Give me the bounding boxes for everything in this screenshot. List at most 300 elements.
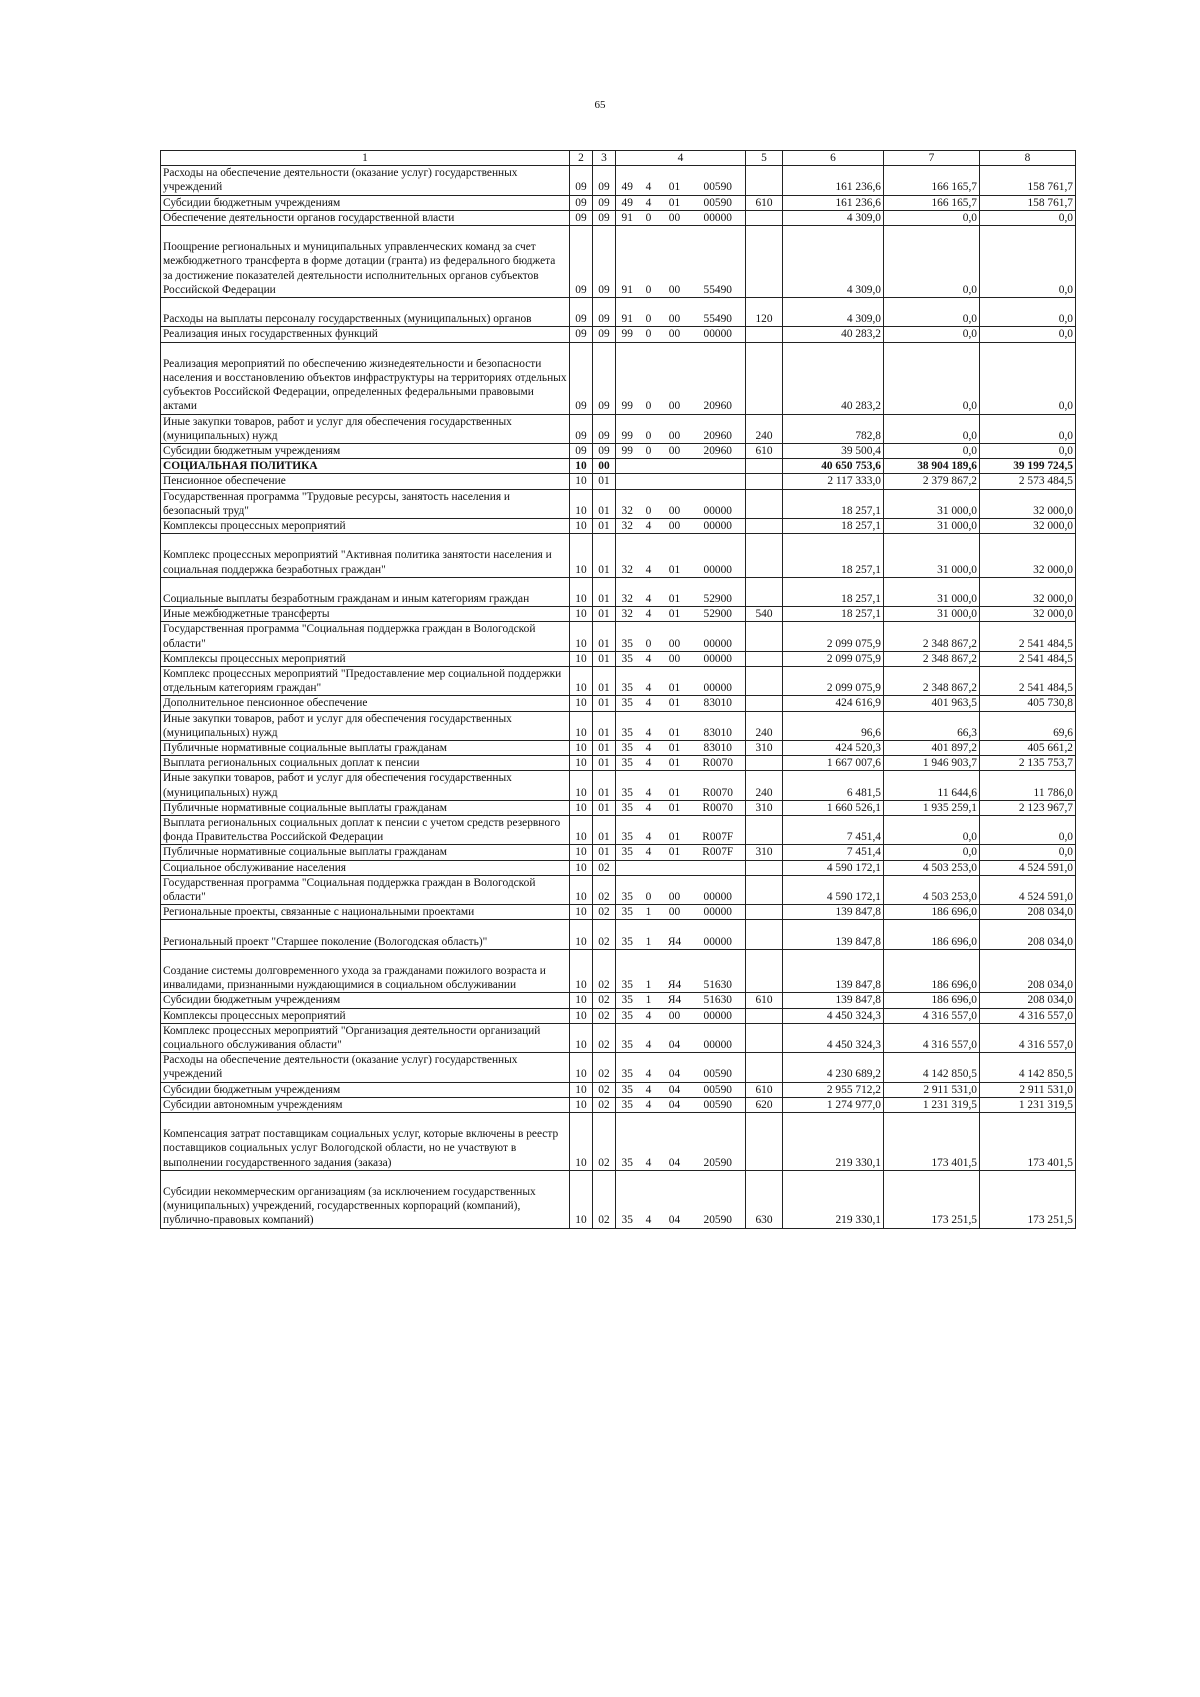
row-subprogram-code: 1 <box>639 949 659 993</box>
row-value-col7: 1 935 259,1 <box>884 800 980 815</box>
row-program-code: 32 <box>616 489 639 518</box>
row-section-code: 10 <box>570 459 593 474</box>
row-expense-type: 240 <box>746 414 783 443</box>
row-section-code: 10 <box>570 741 593 756</box>
row-program-code: 32 <box>616 607 639 622</box>
row-section-code: 10 <box>570 771 593 800</box>
row-value-col8: 2 541 484,5 <box>980 667 1076 696</box>
row-expense-type: 310 <box>746 800 783 815</box>
row-subsection-code: 01 <box>593 696 616 711</box>
row-subsection-code: 02 <box>593 860 616 875</box>
row-value-col7: 4 503 253,0 <box>884 860 980 875</box>
row-expense-type <box>746 489 783 518</box>
table-row <box>161 459 1076 474</box>
row-section-code: 10 <box>570 1023 593 1052</box>
row-subprogram-code: 4 <box>639 519 659 534</box>
row-program-code: 49 <box>616 166 639 195</box>
row-event-code <box>659 474 691 489</box>
row-name: Публичные нормативные социальные выплаты гражданам <box>161 800 570 815</box>
row-value-col8: 4 524 591,0 <box>980 860 1076 875</box>
row-value-col7: 166 165,7 <box>884 195 980 210</box>
row-name: Комплексы процессных мероприятий <box>161 651 570 666</box>
row-event-code: 00 <box>659 875 691 904</box>
table-row <box>161 816 1076 845</box>
row-name: Поощрение региональных и муниципальных управленческих команд за счет межбюджетного трансферта в форме дотации (гранта) из федерального бюджета за достижение показателей деятельности исполнительных органов субъектов Российской Федерации <box>161 226 570 298</box>
header-col-7: 7 <box>884 151 980 166</box>
row-value-col6: 40 283,2 <box>783 327 884 342</box>
row-expense-type: 630 <box>746 1170 783 1228</box>
row-section-code: 10 <box>570 860 593 875</box>
row-value-col6: 2 955 712,2 <box>783 1082 884 1097</box>
row-direction-code: 00590 <box>691 195 746 210</box>
row-value-col6: 1 667 007,6 <box>783 756 884 771</box>
row-subprogram-code: 4 <box>639 607 659 622</box>
row-direction-code: 20960 <box>691 444 746 459</box>
row-subprogram-code: 0 <box>639 298 659 327</box>
row-section-code: 10 <box>570 875 593 904</box>
row-expense-type <box>746 210 783 225</box>
row-value-col7: 31 000,0 <box>884 489 980 518</box>
row-value-col8: 158 761,7 <box>980 195 1076 210</box>
row-section-code: 10 <box>570 920 593 949</box>
row-name: Расходы на выплаты персоналу государственных (муниципальных) органов <box>161 298 570 327</box>
row-value-col6: 1 660 526,1 <box>783 800 884 815</box>
row-expense-type <box>746 920 783 949</box>
row-name: Субсидии бюджетным учреждениям <box>161 195 570 210</box>
row-event-code: 01 <box>659 771 691 800</box>
row-value-col6: 161 236,6 <box>783 195 884 210</box>
row-value-col7: 38 904 189,6 <box>884 459 980 474</box>
row-program-code: 99 <box>616 444 639 459</box>
table-row <box>161 1008 1076 1023</box>
row-name: Иные закупки товаров, работ и услуг для обеспечения государственных (муниципальных) нужд <box>161 771 570 800</box>
header-col-6: 6 <box>783 151 884 166</box>
row-section-code: 10 <box>570 1053 593 1082</box>
row-program-code: 99 <box>616 327 639 342</box>
row-subsection-code: 01 <box>593 519 616 534</box>
row-event-code: 01 <box>659 696 691 711</box>
row-name: Расходы на обеспечение деятельности (оказание услуг) государственных учреждений <box>161 166 570 195</box>
row-value-col6: 6 481,5 <box>783 771 884 800</box>
row-program-code: 35 <box>616 993 639 1008</box>
row-event-code: 04 <box>659 1082 691 1097</box>
row-subsection-code: 01 <box>593 534 616 578</box>
row-value-col6: 2 099 075,9 <box>783 622 884 651</box>
row-value-col8: 0,0 <box>980 816 1076 845</box>
row-section-code: 10 <box>570 622 593 651</box>
row-direction-code: 83010 <box>691 696 746 711</box>
row-event-code: 04 <box>659 1113 691 1171</box>
row-event-code: 01 <box>659 756 691 771</box>
row-subprogram-code: 4 <box>639 800 659 815</box>
row-value-col7: 4 503 253,0 <box>884 875 980 904</box>
row-direction-code: 20590 <box>691 1113 746 1171</box>
row-subsection-code: 02 <box>593 875 616 904</box>
row-event-code: 01 <box>659 195 691 210</box>
row-value-col8: 39 199 724,5 <box>980 459 1076 474</box>
row-expense-type: 310 <box>746 845 783 860</box>
table-row <box>161 226 1076 298</box>
row-event-code: 01 <box>659 166 691 195</box>
row-name: Дополнительное пенсионное обеспечение <box>161 696 570 711</box>
row-subsection-code: 09 <box>593 342 616 414</box>
row-direction-code: 00000 <box>691 1008 746 1023</box>
row-name: Социальное обслуживание населения <box>161 860 570 875</box>
row-direction-code <box>691 459 746 474</box>
row-program-code: 91 <box>616 298 639 327</box>
row-event-code: 01 <box>659 816 691 845</box>
row-expense-type: 240 <box>746 771 783 800</box>
row-value-col8: 405 661,2 <box>980 741 1076 756</box>
row-subsection-code: 09 <box>593 226 616 298</box>
row-direction-code: 20960 <box>691 342 746 414</box>
row-value-col8: 2 135 753,7 <box>980 756 1076 771</box>
row-value-col7: 2 911 531,0 <box>884 1082 980 1097</box>
row-section-code: 10 <box>570 845 593 860</box>
row-value-col7: 0,0 <box>884 845 980 860</box>
row-value-col8: 0,0 <box>980 845 1076 860</box>
row-value-col7: 186 696,0 <box>884 905 980 920</box>
row-subprogram-code: 4 <box>639 651 659 666</box>
row-subsection-code: 00 <box>593 459 616 474</box>
row-program-code: 35 <box>616 845 639 860</box>
row-section-code: 09 <box>570 327 593 342</box>
page-number: 65 <box>594 99 606 111</box>
row-value-col6: 2 117 333,0 <box>783 474 884 489</box>
row-program-code: 49 <box>616 195 639 210</box>
row-subprogram-code <box>639 459 659 474</box>
table-row <box>161 651 1076 666</box>
row-program-code: 35 <box>616 1113 639 1171</box>
row-direction-code: 00000 <box>691 622 746 651</box>
row-expense-type <box>746 949 783 993</box>
row-value-col6: 2 099 075,9 <box>783 667 884 696</box>
row-value-col7: 0,0 <box>884 298 980 327</box>
row-event-code: Я4 <box>659 920 691 949</box>
row-program-code: 35 <box>616 667 639 696</box>
row-value-col7: 0,0 <box>884 226 980 298</box>
row-section-code: 09 <box>570 166 593 195</box>
row-subsection-code: 02 <box>593 993 616 1008</box>
row-name: Субсидии бюджетным учреждениям <box>161 444 570 459</box>
row-expense-type: 310 <box>746 741 783 756</box>
row-expense-type <box>746 651 783 666</box>
row-program-code: 35 <box>616 1170 639 1228</box>
row-direction-code: 00590 <box>691 1082 746 1097</box>
row-direction-code: 00000 <box>691 519 746 534</box>
row-program-code: 35 <box>616 756 639 771</box>
row-program-code: 35 <box>616 1082 639 1097</box>
header-col-3: 3 <box>593 151 616 166</box>
row-value-col8: 0,0 <box>980 327 1076 342</box>
row-subsection-code: 02 <box>593 1113 616 1171</box>
row-direction-code: R007F <box>691 845 746 860</box>
row-event-code: Я4 <box>659 993 691 1008</box>
row-value-col8: 32 000,0 <box>980 534 1076 578</box>
row-value-col8: 173 251,5 <box>980 1170 1076 1228</box>
row-direction-code: 00000 <box>691 534 746 578</box>
row-value-col8: 32 000,0 <box>980 489 1076 518</box>
row-value-col8: 32 000,0 <box>980 577 1076 606</box>
row-name: Комплекс процессных мероприятий "Организация деятельности организаций социального обслуживания области" <box>161 1023 570 1052</box>
row-subsection-code: 09 <box>593 166 616 195</box>
row-value-col7: 31 000,0 <box>884 519 980 534</box>
row-subprogram-code: 4 <box>639 1023 659 1052</box>
row-subsection-code: 09 <box>593 195 616 210</box>
row-value-col7: 401 963,5 <box>884 696 980 711</box>
row-expense-type <box>746 342 783 414</box>
row-section-code: 09 <box>570 444 593 459</box>
row-direction-code: 55490 <box>691 298 746 327</box>
row-value-col7: 0,0 <box>884 327 980 342</box>
row-program-code: 35 <box>616 696 639 711</box>
row-value-col7: 401 897,2 <box>884 741 980 756</box>
row-subprogram-code: 4 <box>639 1113 659 1171</box>
row-value-col6: 4 309,0 <box>783 298 884 327</box>
row-name: Реализация мероприятий по обеспечению жизнедеятельности и безопасности населения и восстановлению объектов инфраструктуры на территориях отдельных субъектов Российской Федерации, определенных федеральными правовыми актами <box>161 342 570 414</box>
row-direction-code: 55490 <box>691 226 746 298</box>
row-subsection-code: 01 <box>593 474 616 489</box>
row-name: Субсидии некоммерческим организациям (за исключением государственных (муниципальных) учреждений, государственных корпораций (компаний), публично-правовых компаний) <box>161 1170 570 1228</box>
row-expense-type <box>746 756 783 771</box>
row-name: Субсидии бюджетным учреждениям <box>161 1082 570 1097</box>
row-name: Создание системы долговременного ухода за гражданами пожилого возраста и инвалидами, признанными нуждающимися в социальном обслуживании <box>161 949 570 993</box>
row-event-code: 01 <box>659 800 691 815</box>
row-value-col6: 2 099 075,9 <box>783 651 884 666</box>
row-subsection-code: 01 <box>593 607 616 622</box>
row-expense-type <box>746 577 783 606</box>
row-value-col7: 186 696,0 <box>884 993 980 1008</box>
row-expense-type: 620 <box>746 1097 783 1112</box>
row-value-col6: 139 847,8 <box>783 920 884 949</box>
row-section-code: 09 <box>570 210 593 225</box>
row-value-col7: 173 401,5 <box>884 1113 980 1171</box>
row-value-col6: 40 650 753,6 <box>783 459 884 474</box>
row-expense-type: 610 <box>746 1082 783 1097</box>
row-subsection-code: 02 <box>593 1170 616 1228</box>
row-value-col6: 18 257,1 <box>783 534 884 578</box>
row-value-col7: 2 348 867,2 <box>884 651 980 666</box>
row-program-code: 35 <box>616 1023 639 1052</box>
row-value-col7: 0,0 <box>884 444 980 459</box>
row-direction-code: 51630 <box>691 949 746 993</box>
row-expense-type <box>746 226 783 298</box>
row-value-col7: 1 946 903,7 <box>884 756 980 771</box>
row-subsection-code: 01 <box>593 816 616 845</box>
row-program-code: 35 <box>616 711 639 740</box>
row-name: Публичные нормативные социальные выплаты гражданам <box>161 741 570 756</box>
row-name: Выплата региональных социальных доплат к пенсии с учетом средств резервного фонда Правительства Российской Федерации <box>161 816 570 845</box>
row-value-col8: 32 000,0 <box>980 519 1076 534</box>
row-event-code: 00 <box>659 622 691 651</box>
row-subprogram-code: 0 <box>639 489 659 518</box>
row-section-code: 10 <box>570 519 593 534</box>
row-section-code: 10 <box>570 607 593 622</box>
row-value-col6: 7 451,4 <box>783 845 884 860</box>
row-subprogram-code: 0 <box>639 414 659 443</box>
table-row <box>161 1170 1076 1228</box>
row-subsection-code: 02 <box>593 949 616 993</box>
row-subsection-code: 02 <box>593 1023 616 1052</box>
row-value-col8: 2 541 484,5 <box>980 622 1076 651</box>
row-subprogram-code: 4 <box>639 771 659 800</box>
row-subprogram-code: 4 <box>639 577 659 606</box>
row-value-col6: 139 847,8 <box>783 949 884 993</box>
row-direction-code: 00590 <box>691 1097 746 1112</box>
row-expense-type <box>746 459 783 474</box>
row-expense-type <box>746 534 783 578</box>
row-value-col8: 0,0 <box>980 226 1076 298</box>
row-expense-type <box>746 622 783 651</box>
row-value-col8: 4 316 557,0 <box>980 1008 1076 1023</box>
row-subprogram-code: 1 <box>639 920 659 949</box>
row-value-col7: 11 644,6 <box>884 771 980 800</box>
row-name: Реализация иных государственных функций <box>161 327 570 342</box>
row-direction-code: 00000 <box>691 905 746 920</box>
row-direction-code: 52900 <box>691 577 746 606</box>
row-value-col8: 0,0 <box>980 210 1076 225</box>
row-value-col7: 31 000,0 <box>884 607 980 622</box>
table-row <box>161 800 1076 815</box>
row-subprogram-code: 4 <box>639 1082 659 1097</box>
row-event-code <box>659 860 691 875</box>
row-name: Государственная программа "Социальная поддержка граждан в Вологодской области" <box>161 622 570 651</box>
header-col-5: 5 <box>746 151 783 166</box>
table-row <box>161 741 1076 756</box>
row-value-col7: 173 251,5 <box>884 1170 980 1228</box>
row-value-col8: 208 034,0 <box>980 920 1076 949</box>
row-value-col6: 96,6 <box>783 711 884 740</box>
row-subprogram-code: 4 <box>639 756 659 771</box>
row-expense-type: 240 <box>746 711 783 740</box>
row-expense-type <box>746 905 783 920</box>
table-row <box>161 210 1076 225</box>
row-value-col8: 0,0 <box>980 298 1076 327</box>
row-subsection-code: 01 <box>593 577 616 606</box>
row-event-code: 00 <box>659 1008 691 1023</box>
row-event-code <box>659 459 691 474</box>
table-row <box>161 860 1076 875</box>
row-direction-code <box>691 860 746 875</box>
row-value-col7: 0,0 <box>884 342 980 414</box>
row-event-code: 00 <box>659 651 691 666</box>
row-event-code: Я4 <box>659 949 691 993</box>
row-program-code <box>616 860 639 875</box>
row-name: Региональный проект "Старшее поколение (Вологодская область)" <box>161 920 570 949</box>
row-value-col7: 186 696,0 <box>884 949 980 993</box>
row-value-col8: 405 730,8 <box>980 696 1076 711</box>
row-value-col8: 0,0 <box>980 342 1076 414</box>
row-value-col7: 31 000,0 <box>884 577 980 606</box>
table-row <box>161 607 1076 622</box>
row-name: Комплекс процессных мероприятий "Активная политика занятости населения и социальная поддержка безработных граждан" <box>161 534 570 578</box>
row-event-code: 00 <box>659 226 691 298</box>
row-name: Пенсионное обеспечение <box>161 474 570 489</box>
row-section-code: 09 <box>570 195 593 210</box>
row-value-col7: 0,0 <box>884 414 980 443</box>
row-program-code <box>616 474 639 489</box>
row-event-code: 00 <box>659 905 691 920</box>
row-event-code: 00 <box>659 327 691 342</box>
table-row <box>161 696 1076 711</box>
row-value-col6: 18 257,1 <box>783 489 884 518</box>
row-subsection-code: 01 <box>593 800 616 815</box>
row-value-col8: 2 541 484,5 <box>980 651 1076 666</box>
table-row <box>161 519 1076 534</box>
row-subprogram-code: 0 <box>639 327 659 342</box>
table-row <box>161 342 1076 414</box>
row-event-code: 01 <box>659 845 691 860</box>
row-expense-type: 610 <box>746 195 783 210</box>
row-value-col7: 4 142 850,5 <box>884 1053 980 1082</box>
row-value-col6: 4 590 172,1 <box>783 860 884 875</box>
table-row <box>161 622 1076 651</box>
row-program-code: 35 <box>616 920 639 949</box>
row-subprogram-code: 0 <box>639 342 659 414</box>
row-expense-type <box>746 1053 783 1082</box>
row-section-code: 10 <box>570 756 593 771</box>
row-expense-type <box>746 1008 783 1023</box>
row-subprogram-code: 4 <box>639 667 659 696</box>
row-value-col7: 2 348 867,2 <box>884 667 980 696</box>
table-row <box>161 1082 1076 1097</box>
row-subprogram-code: 4 <box>639 1053 659 1082</box>
row-expense-type <box>746 1113 783 1171</box>
row-value-col6: 782,8 <box>783 414 884 443</box>
row-direction-code: 83010 <box>691 711 746 740</box>
row-name: Расходы на обеспечение деятельности (оказание услуг) государственных учреждений <box>161 1053 570 1082</box>
row-section-code: 10 <box>570 696 593 711</box>
row-expense-type <box>746 166 783 195</box>
row-program-code <box>616 459 639 474</box>
row-event-code: 01 <box>659 534 691 578</box>
row-event-code: 01 <box>659 711 691 740</box>
row-event-code: 04 <box>659 1170 691 1228</box>
row-expense-type: 610 <box>746 993 783 1008</box>
row-event-code: 04 <box>659 1097 691 1112</box>
row-event-code: 00 <box>659 414 691 443</box>
row-section-code: 10 <box>570 1170 593 1228</box>
row-value-col8: 2 911 531,0 <box>980 1082 1076 1097</box>
row-direction-code: 00000 <box>691 651 746 666</box>
header-col-8: 8 <box>980 151 1076 166</box>
row-direction-code: 00590 <box>691 1053 746 1082</box>
table-row <box>161 1023 1076 1052</box>
row-program-code: 35 <box>616 1053 639 1082</box>
row-program-code: 35 <box>616 800 639 815</box>
row-subprogram-code: 4 <box>639 741 659 756</box>
row-expense-type <box>746 875 783 904</box>
row-section-code: 10 <box>570 1097 593 1112</box>
row-value-col8: 2 123 967,7 <box>980 800 1076 815</box>
row-subprogram-code: 1 <box>639 905 659 920</box>
row-section-code: 10 <box>570 1082 593 1097</box>
row-value-col6: 18 257,1 <box>783 577 884 606</box>
row-subsection-code: 02 <box>593 1082 616 1097</box>
row-expense-type: 610 <box>746 444 783 459</box>
row-value-col7: 0,0 <box>884 210 980 225</box>
row-subprogram-code: 4 <box>639 534 659 578</box>
row-subsection-code: 09 <box>593 414 616 443</box>
row-value-col8: 0,0 <box>980 414 1076 443</box>
row-expense-type <box>746 1023 783 1052</box>
row-subprogram-code: 0 <box>639 444 659 459</box>
row-name: Иные закупки товаров, работ и услуг для обеспечения государственных (муниципальных) нужд <box>161 711 570 740</box>
table-row <box>161 845 1076 860</box>
row-value-col7: 186 696,0 <box>884 920 980 949</box>
row-direction-code: 00000 <box>691 875 746 904</box>
table-row <box>161 414 1076 443</box>
